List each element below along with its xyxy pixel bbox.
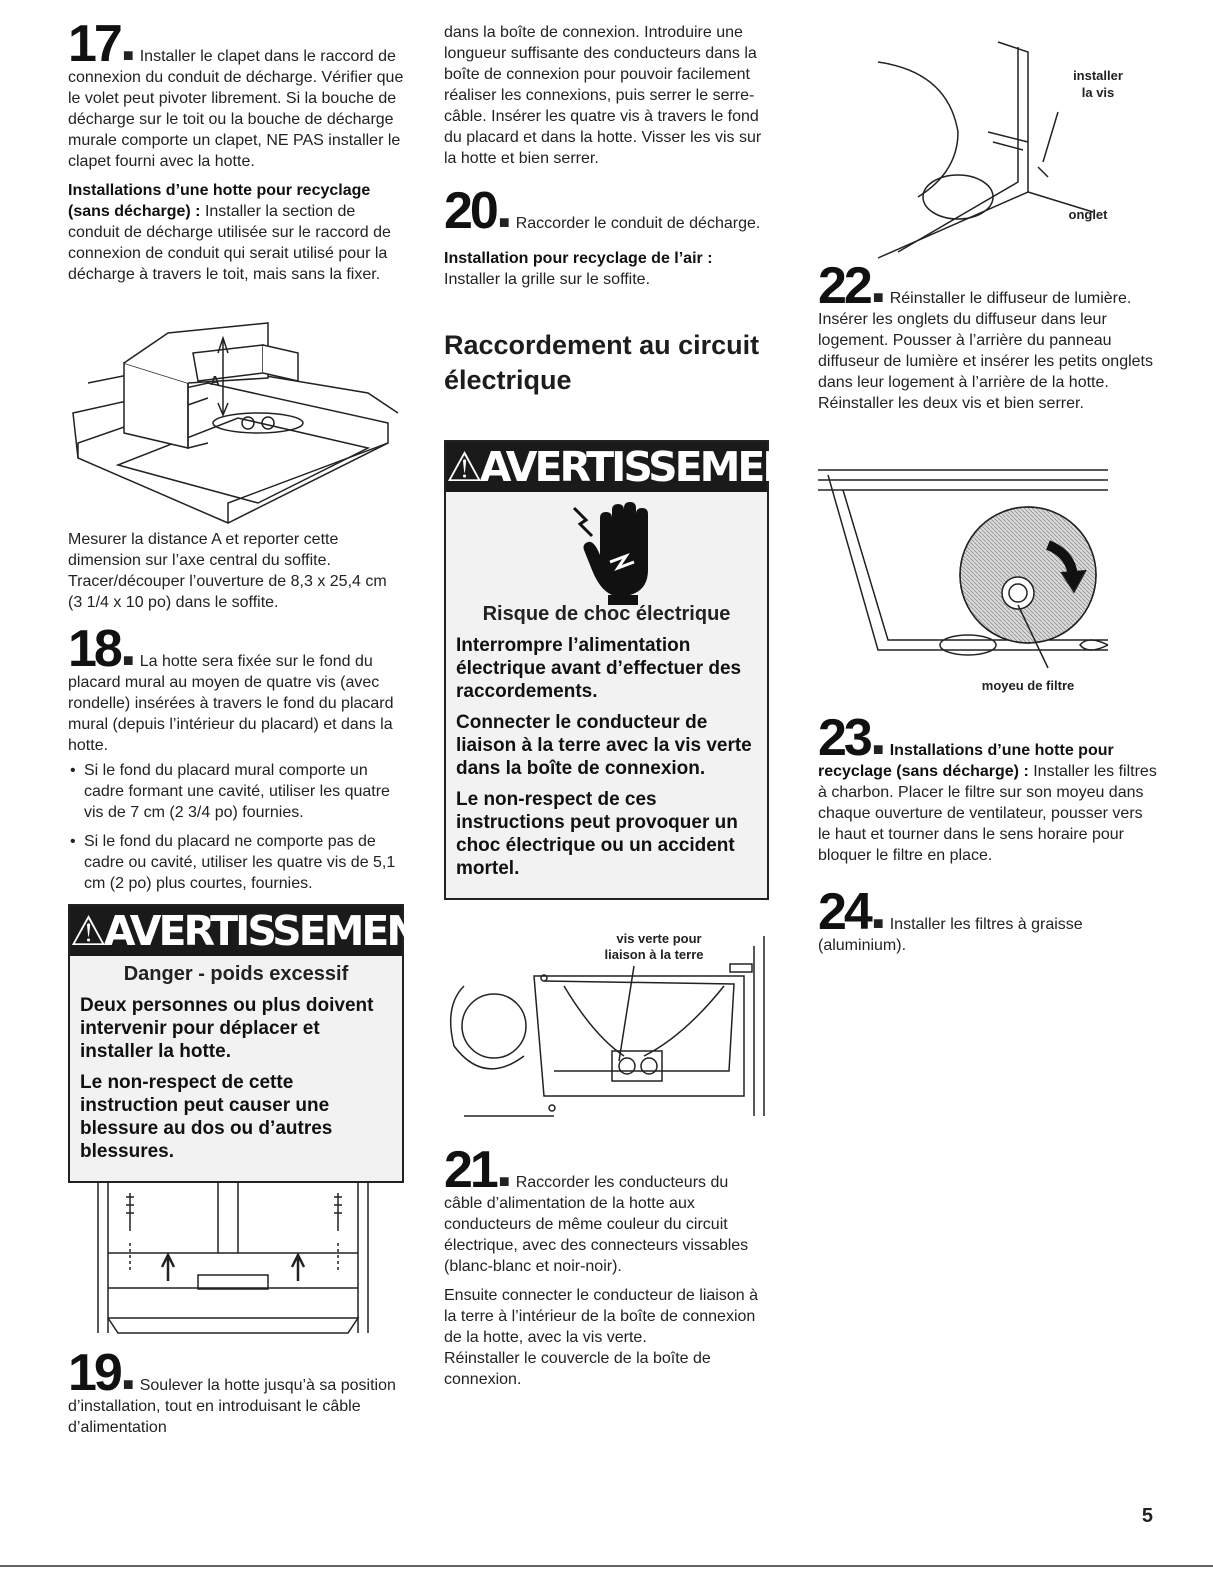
step-text: Réinstaller le diffuseur de lumière. Insérer les onglets du diffuseur dans leur logement. Pousser à l’arrière du panneau diffuseur de lumière et insérer les petits onglets dans leur logement à l’arrière de la hotte. Réinstaller les deux vis et bien serrer. xyxy=(818,290,1153,412)
warning-risk: Danger - poids excessif xyxy=(123,963,349,985)
section-title: Raccordement au circuit électrique xyxy=(444,330,760,395)
column-left xyxy=(68,15,443,1438)
step-bullet: ■ xyxy=(122,1374,134,1394)
recycle-text: Installer la grille sur le soffite. xyxy=(444,271,651,288)
step-19-continued: dans la boîte de connexion. Introduire une longueur suffisante des conducteurs dans la boîte de connexion pour pouvoir facilement réaliser les connexions, puis serrer le serre-câble. Insérer les quatre vis à travers le fond du placard et dans la hotte. Visser les vis sur la hotte et bien serrer. xyxy=(444,24,762,167)
step-text: Installer les filtres à charbon. Placer le filtre sur son moyeu dans chaque ouverture de ventilateur, pousser vers le haut et tourner dans le sens horaire pour bloquer le filtre en place. xyxy=(818,763,1157,864)
step-bullet: ■ xyxy=(122,650,134,670)
ground-screw-illustration xyxy=(444,926,769,1126)
warning-line: Le non-respect de ces instructions peut provoquer un choc électrique ou un accident mortel. xyxy=(456,789,738,879)
install-screw-label-2: la vis xyxy=(1081,85,1115,100)
warning-line: Deux personnes ou plus doivent intervenir pour déplacer et installer la hotte. xyxy=(80,995,374,1062)
step-text: Raccorder les conducteurs du câble d’alimentation de la hotte aux conducteurs de même couleur du circuit électrique, avec des connecteurs vissables (blanc-blanc et noir-noir). xyxy=(444,1174,749,1275)
ground-label-line2: liaison à la terre xyxy=(604,947,704,962)
warning-box-weight xyxy=(68,904,443,1183)
list-item: • Si le fond du placard ne comporte pas de cadre ou cavité, utiliser les quatre vis de 5,1 cm (2 po) plus courtes, fournies. xyxy=(70,833,396,892)
step-number: 18 xyxy=(68,620,120,678)
warning-line: Interrompre l’alimentation électrique avant d’effectuer des raccordements. xyxy=(456,635,742,702)
lift-hood-illustration xyxy=(68,1183,404,1343)
dimension-label-a: A xyxy=(210,373,220,388)
step-number: 17 xyxy=(68,15,120,73)
recycle-paragraph xyxy=(444,248,769,290)
step-number: 20 xyxy=(444,182,496,240)
cover-paragraph: Réinstaller le couvercle de la boîte de connexion. xyxy=(444,1350,711,1388)
step-number: 21 xyxy=(444,1141,496,1199)
step-bullet: ■ xyxy=(872,913,884,933)
warning-title-bar: ⚠AVERTISSEMENT xyxy=(446,443,819,491)
step-number: 23 xyxy=(818,709,870,767)
list-item: • Si le fond du placard mural comporte un cadre formant une cavité, utiliser les quatre vis de 7 cm (2 3/4 po) fournies. xyxy=(70,762,390,821)
step-text: Soulever la hotte jusqu’à sa position d’installation, tout en introduisant le câble d’alimentation xyxy=(68,1377,396,1436)
warning-risk: Risque de choc électrique xyxy=(482,603,731,625)
page-bottom-rule xyxy=(0,1565,1213,1567)
ground-paragraph: Ensuite connecter le conducteur de liaison à la terre à l’intérieur de la boîte de connexion de la hotte, avec la vis verte. xyxy=(444,1287,758,1346)
page-number: 5 xyxy=(1141,1505,1153,1527)
screw-bullet-list xyxy=(68,760,404,894)
step-heading: Installations d’une hotte pour recyclage (sans décharge) : xyxy=(818,742,1114,780)
step-text: Raccorder le conduit de décharge. xyxy=(515,215,761,232)
recycle-paragraph xyxy=(68,180,404,285)
tab-label: onglet xyxy=(1068,207,1108,222)
step-bullet: ■ xyxy=(498,1171,510,1191)
warning-line: Connecter le conducteur de liaison à la terre avec la vis verte dans la boîte de connexion. xyxy=(456,712,752,779)
step-bullet: ■ xyxy=(872,739,884,759)
step-20 xyxy=(444,182,769,240)
step-text: Installer le clapet dans le raccord de connexion du conduit de décharge. Vérifier que le volet peut pivoter librement. Si la bouche de décharge sur le toit ou la bouche de décharge murale comporte un clapet, NE PAS installer le clapet fourni avec la hotte. xyxy=(68,48,404,170)
step-bullet: ■ xyxy=(872,287,884,307)
step-text: Installer les filtres à graisse (aluminium). xyxy=(818,916,1083,954)
column-middle xyxy=(444,22,819,1398)
step-19 xyxy=(68,1344,404,1438)
warning-box-electric xyxy=(444,440,819,900)
warning-title-bar: ⚠AVERTISSEMENT xyxy=(70,907,443,955)
hand-shock-icon xyxy=(457,492,757,602)
step-number: 24 xyxy=(818,883,870,941)
step-bullet: ■ xyxy=(122,45,134,65)
step-23 xyxy=(818,709,1158,866)
step-22 xyxy=(818,257,1158,414)
step-number: 19 xyxy=(68,1344,120,1402)
screw-tab-illustration xyxy=(818,22,1158,258)
recycle-heading: Installations d’une hotte pour recyclage (sans décharge) : xyxy=(68,182,371,220)
step-24 xyxy=(818,883,1158,956)
recycle-heading: Installation pour recyclage de l’air : xyxy=(444,250,713,267)
filter-hub-illustration xyxy=(818,450,1158,710)
filter-hub-label: moyeu de filtre xyxy=(981,678,1075,693)
recycle-text: Installer la section de conduit de décharge utilisée sur le raccord de connexion de conduit qui serait utilisé pour la décharge à travers le toit, mais sans la fixer. xyxy=(68,203,391,283)
step-18 xyxy=(68,620,404,756)
step-text: La hotte sera fixée sur le fond du placard mural au moyen de quatre vis (avec rondelle) insérées à travers le fond du placard mural (depuis l’intérieur du placard) et dans la hotte. xyxy=(68,653,394,754)
warning-line: Le non-respect de cette instruction peut causer une blessure au dos ou d’autres blessures. xyxy=(80,1072,333,1162)
step-17 xyxy=(68,15,404,172)
measure-paragraph: Mesurer la distance A et reporter cette dimension sur l’axe central du soffite. Tracer/découper l’ouverture de 8,3 x 25,4 cm (3 1/4 x 10 po) dans le soffite. xyxy=(68,531,387,611)
column-right xyxy=(818,22,1158,956)
step-number: 22 xyxy=(818,257,870,315)
ground-label-line1: vis verte pour xyxy=(616,931,702,946)
install-screw-label-1: installer xyxy=(1073,68,1123,83)
step-bullet: ■ xyxy=(498,212,510,232)
step-21 xyxy=(444,1141,769,1277)
hood-duct-illustration xyxy=(68,293,404,525)
